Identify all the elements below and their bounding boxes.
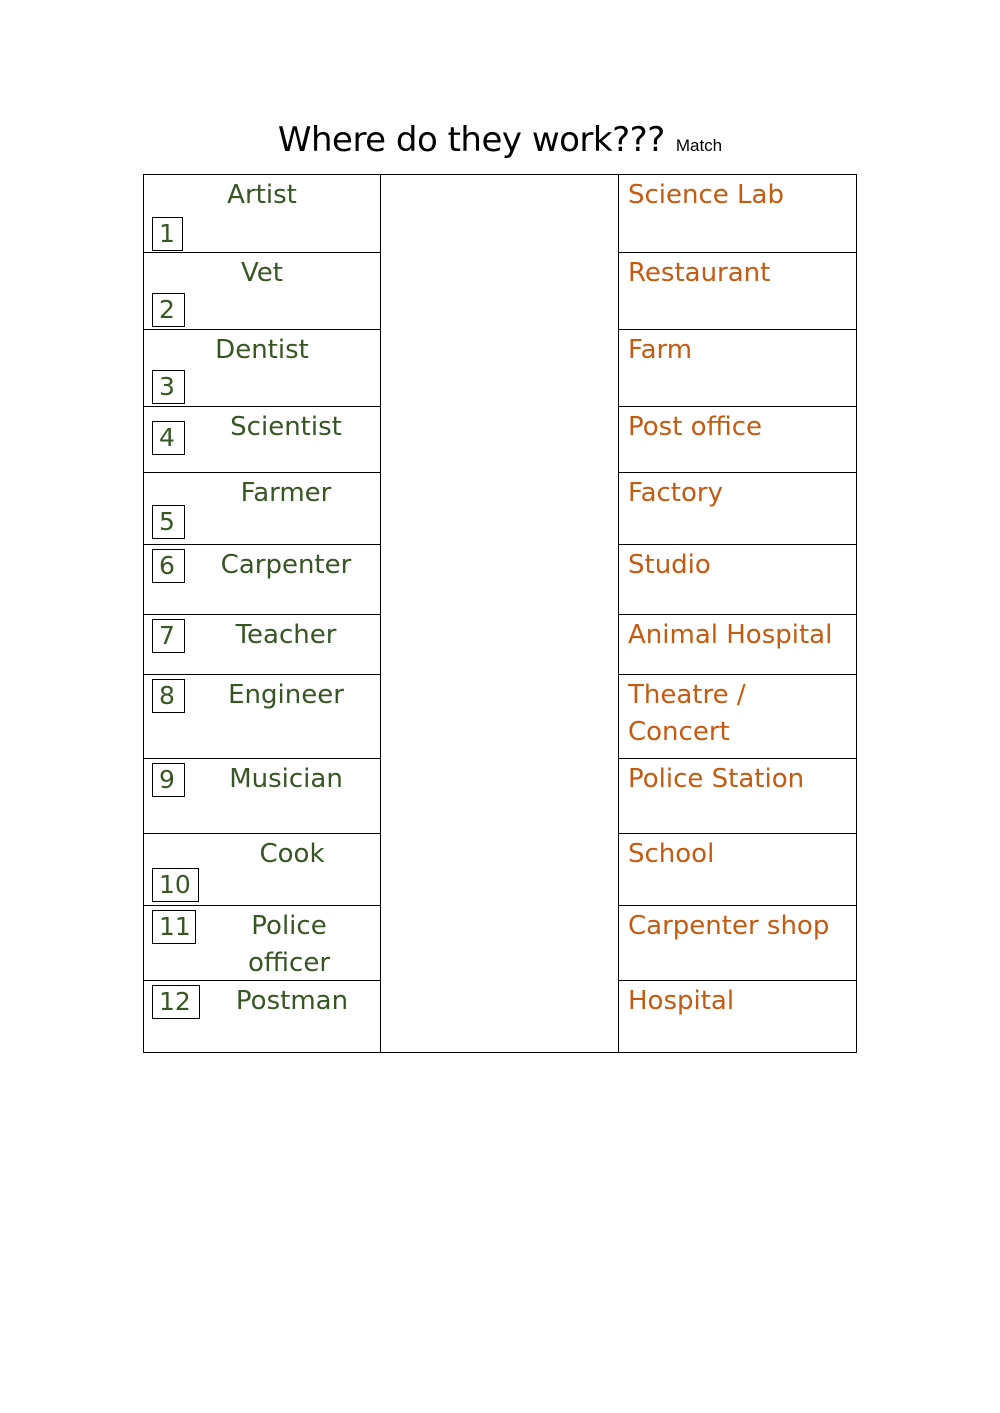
place-label: Studio: [628, 550, 711, 580]
row-divider-left: [144, 406, 381, 407]
place-label: Animal Hospital: [628, 620, 833, 650]
row-divider-left: [144, 252, 381, 253]
item-number-box: 3: [152, 370, 185, 404]
row-divider-right: [618, 406, 856, 407]
row-divider-left: [144, 674, 381, 675]
place-label: Science Lab: [628, 180, 784, 210]
matching-table: [143, 174, 857, 1053]
row-divider-left: [144, 544, 381, 545]
job-label: Teacher: [235, 620, 337, 650]
job-label: Police officer: [247, 911, 331, 978]
item-number-box: 4: [152, 421, 185, 455]
place-label: Post office: [628, 412, 762, 442]
job-label: Farmer: [240, 478, 332, 508]
row-divider-right: [618, 614, 856, 615]
title-instruction: Match: [675, 136, 723, 155]
row-divider-right: [618, 544, 856, 545]
item-number-box: 10: [152, 868, 199, 902]
job-label: Engineer: [228, 680, 344, 710]
place-label: Hospital: [628, 986, 735, 1016]
job-label: Postman: [235, 986, 349, 1016]
place-label: Farm: [628, 335, 693, 365]
place-label: Police Station: [628, 764, 805, 794]
row-divider-right: [618, 758, 856, 759]
place-label: School: [628, 839, 715, 869]
row-divider-left: [144, 472, 381, 473]
item-number-box: 12: [152, 985, 200, 1019]
place-label: Factory: [628, 478, 723, 508]
place-label: Theatre / Concert: [628, 680, 746, 747]
place-label: Restaurant: [628, 258, 771, 288]
row-divider-left: [144, 329, 381, 330]
row-divider-left: [144, 614, 381, 615]
row-divider-right: [618, 329, 856, 330]
item-number-box: 2: [152, 293, 185, 327]
job-label: Vet: [241, 258, 283, 288]
job-label: Carpenter: [220, 550, 352, 580]
job-label: Cook: [259, 839, 325, 869]
job-label: Musician: [229, 764, 343, 794]
row-divider-left: [144, 905, 381, 906]
row-divider-right: [618, 252, 856, 253]
worksheet-title: [0, 120, 1000, 160]
item-number-box: 1: [152, 217, 183, 251]
job-label: Scientist: [230, 412, 342, 442]
row-divider-right: [618, 472, 856, 473]
row-divider-right: [618, 905, 856, 906]
item-number-box: 6: [152, 549, 185, 583]
title-main: Where do they work???: [277, 120, 665, 160]
row-divider-right: [618, 674, 856, 675]
item-number-box: 11: [152, 910, 196, 944]
row-divider-right: [618, 833, 856, 834]
item-number-box: 8: [152, 679, 185, 713]
place-label: Carpenter shop: [628, 911, 830, 941]
row-divider-left: [144, 980, 381, 981]
job-label: Dentist: [215, 335, 309, 365]
row-divider-right: [618, 980, 856, 981]
item-number-box: 7: [152, 619, 185, 653]
item-number-box: 5: [152, 505, 185, 539]
item-number-box: 9: [152, 763, 185, 797]
job-label: Artist: [227, 180, 297, 210]
matching-space[interactable]: [381, 175, 618, 1052]
row-divider-left: [144, 833, 381, 834]
row-divider-left: [144, 758, 381, 759]
